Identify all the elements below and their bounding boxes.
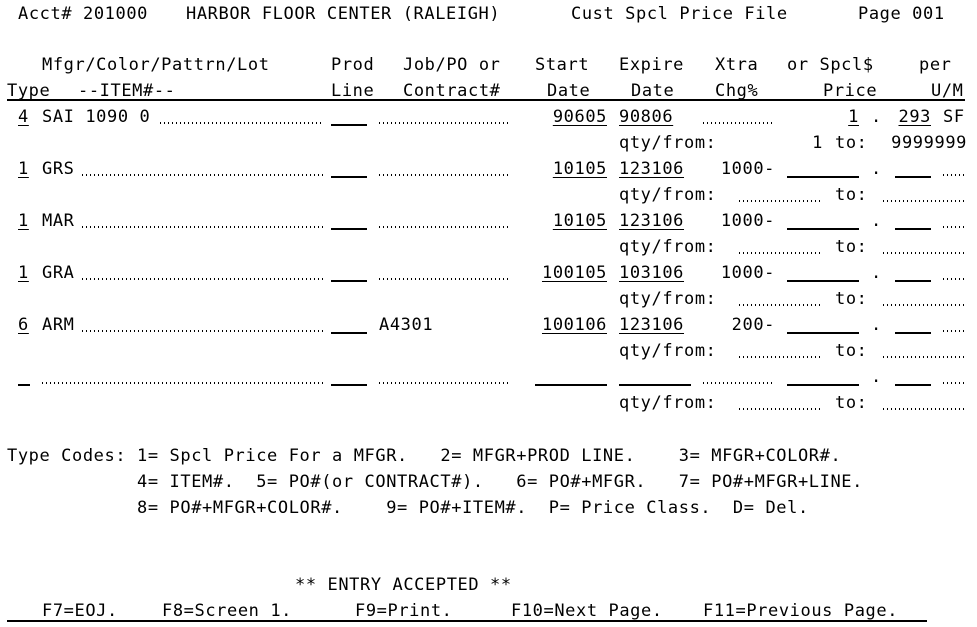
col-type-header: Type [7,81,51,101]
type-codes-line-1: Type Codes: 1= Spcl Price For a MFGR. 2= MFGR+PROD LINE. 3= MFGR+COLOR#. [7,446,842,466]
row-5-prod-blank[interactable] [331,332,367,334]
row-6-expire-blank[interactable] [619,384,691,386]
row-4-price_int-blank[interactable] [787,280,859,282]
row-2-qty-to-label: to: [835,185,868,205]
account-number: Acct# 201000 [18,4,149,24]
row-2-item-fill [82,174,324,176]
row-2-decimal-point: . [871,159,882,179]
col-xtra-header-2: Chg% [715,81,759,101]
row-3-item-field[interactable]: MAR [42,211,75,231]
col-job-header-2: Contract# [403,81,501,101]
row-2-qty-to-fill [883,200,967,202]
row-3-qty-to-label: to: [835,237,868,257]
row-5-item-field[interactable]: ARM [42,315,75,335]
row-3-decimal-point: . [871,211,882,231]
row-3-price_int-blank[interactable] [787,228,859,230]
row-5-expire-field[interactable]: 123106 [619,315,685,335]
row-1-xtra-fill [703,122,775,124]
row-4-xtra-field[interactable]: 1000- [720,263,775,283]
row-5-type-field[interactable]: 6 [18,315,29,335]
col-price-header-2: Price [823,81,878,101]
screen-title: Cust Spcl Price File [571,4,788,24]
row-1-job-fill [379,122,511,124]
row-4-job-fill [379,278,511,280]
page-number: Page 001 [858,4,945,24]
row-6-prod-blank[interactable] [331,384,367,386]
row-1-qty_from-field[interactable]: 1 [812,133,823,153]
row-6-qty-to-fill [883,408,967,410]
row-6-job-fill [379,382,511,384]
row-1-expire-field[interactable]: 90806 [619,107,674,127]
col-item-header: --ITEM#-- [78,81,176,101]
row-6-um-fill [943,382,965,384]
status-message: ** ENTRY ACCEPTED ** [295,575,512,595]
row-4-um-fill [943,278,965,280]
type-codes-line-2: 4= ITEM#. 5= PO#(or CONTRACT#). 6= PO#+MFGR. 7= PO#+MFGR+LINE. [7,472,863,492]
row-2-price_dec-blank[interactable] [895,176,931,178]
f7-eoj-key[interactable]: F7=EOJ. [42,601,118,621]
header-underline [7,99,965,101]
row-1-item-fill [160,122,324,124]
row-1-qty-from-label: qty/from: [619,133,717,153]
row-6-price_int-blank[interactable] [787,384,859,386]
row-2-qty-from-label: qty/from: [619,185,717,205]
f10-next-page-key[interactable]: F10=Next Page. [511,601,663,621]
row-5-price_int-blank[interactable] [787,332,859,334]
row-3-prod-blank[interactable] [331,228,367,230]
col-prod-header-1: Prod [331,55,375,75]
row-2-start-field[interactable]: 10105 [552,159,607,179]
store-name: HARBOR FLOOR CENTER (RALEIGH) [186,4,501,24]
row-3-type-field[interactable]: 1 [18,211,29,231]
col-per-header-1: per [919,55,952,75]
col-prod-header-2: Line [331,81,375,101]
row-5-decimal-point: . [871,315,882,335]
row-6-start-blank[interactable] [535,384,607,386]
col-job-header-1: Job/PO or [403,55,501,75]
row-2-job-fill [379,174,511,176]
col-start-header-2: Date [547,81,591,101]
row-1-price_dec-field[interactable]: 293 [898,107,931,127]
f9-print-key[interactable]: F9=Print. [355,601,453,621]
row-3-start-field[interactable]: 10105 [552,211,607,231]
row-6-price_dec-blank[interactable] [895,384,931,386]
row-1-qty-to-label: to: [835,133,868,153]
col-price-header-1: or Spcl$ [787,55,874,75]
row-5-um-fill [943,330,965,332]
row-6-qty-from-fill [739,408,823,410]
row-1-decimal-point: . [871,107,882,127]
row-1-item-field[interactable]: SAI 1090 0 [42,107,151,127]
col-expire-header-2: Date [631,81,675,101]
row-3-job-fill [379,226,511,228]
row-3-qty-from-fill [739,252,823,254]
row-5-job-field[interactable]: A4301 [379,315,434,335]
col-start-header-1: Start [535,55,590,75]
row-1-price_int-field[interactable]: 1 [848,107,859,127]
row-3-qty-from-label: qty/from: [619,237,717,257]
row-4-price_dec-blank[interactable] [895,280,931,282]
row-1-um-field[interactable]: SF [943,107,965,127]
row-5-price_dec-blank[interactable] [895,332,931,334]
row-1-type-field[interactable]: 4 [18,107,29,127]
row-2-prod-blank[interactable] [331,176,367,178]
row-2-um-fill [943,174,965,176]
row-4-item-field[interactable]: GRA [42,263,75,283]
f11-previous-page-key[interactable]: F11=Previous Page. [703,601,899,621]
row-3-price_dec-blank[interactable] [895,228,931,230]
col-xtra-header-1: Xtra [715,55,759,75]
row-4-qty-from-label: qty/from: [619,289,717,309]
row-1-prod-blank[interactable] [331,124,367,126]
row-6-type-blank[interactable] [18,384,30,386]
row-4-qty-to-label: to: [835,289,868,309]
row-4-prod-blank[interactable] [331,280,367,282]
col-per-header-2: U/M [931,81,964,101]
row-5-qty-from-fill [739,356,823,358]
row-4-decimal-point: . [871,263,882,283]
row-4-qty-from-fill [739,304,823,306]
row-6-qty-to-label: to: [835,393,868,413]
row-3-item-fill [82,226,324,228]
col-mfgr-header: Mfgr/Color/Pattrn/Lot [42,55,270,75]
row-6-qty-from-label: qty/from: [619,393,717,413]
row-3-um-fill [943,226,965,228]
row-6-item-fill [42,382,324,384]
row-5-qty-to-label: to: [835,341,868,361]
row-3-qty-to-fill [883,252,967,254]
row-2-item-field[interactable]: GRS [42,159,75,179]
row-1-qty_to-field[interactable]: 9999999 [891,133,967,153]
row-2-price_int-blank[interactable] [787,176,859,178]
row-1-start-field[interactable]: 90605 [552,107,607,127]
row-5-start-field[interactable]: 100106 [541,315,607,335]
row-4-qty-to-fill [883,304,967,306]
row-5-qty-from-label: qty/from: [619,341,717,361]
row-3-xtra-field[interactable]: 1000- [720,211,775,231]
row-4-item-fill [82,278,324,280]
row-2-type-field[interactable]: 1 [18,159,29,179]
row-4-type-field[interactable]: 1 [18,263,29,283]
type-codes-line-3: 8= PO#+MFGR+COLOR#. 9= PO#+ITEM#. P= Price Class. D= Del. [7,498,809,518]
f8-screen1-key[interactable]: F8=Screen 1. [162,601,293,621]
row-6-decimal-point: . [871,367,882,387]
row-5-xtra-field[interactable]: 200- [731,315,775,335]
row-3-expire-field[interactable]: 123106 [619,211,685,231]
row-2-xtra-field[interactable]: 1000- [720,159,775,179]
row-2-qty-from-fill [739,200,823,202]
row-4-start-field[interactable]: 100105 [541,263,607,283]
row-5-qty-to-fill [883,356,967,358]
col-expire-header-1: Expire [619,55,685,75]
row-5-item-fill [82,330,324,332]
row-4-expire-field[interactable]: 103106 [619,263,685,283]
row-6-xtra-fill [703,382,775,384]
row-2-expire-field[interactable]: 123106 [619,159,685,179]
